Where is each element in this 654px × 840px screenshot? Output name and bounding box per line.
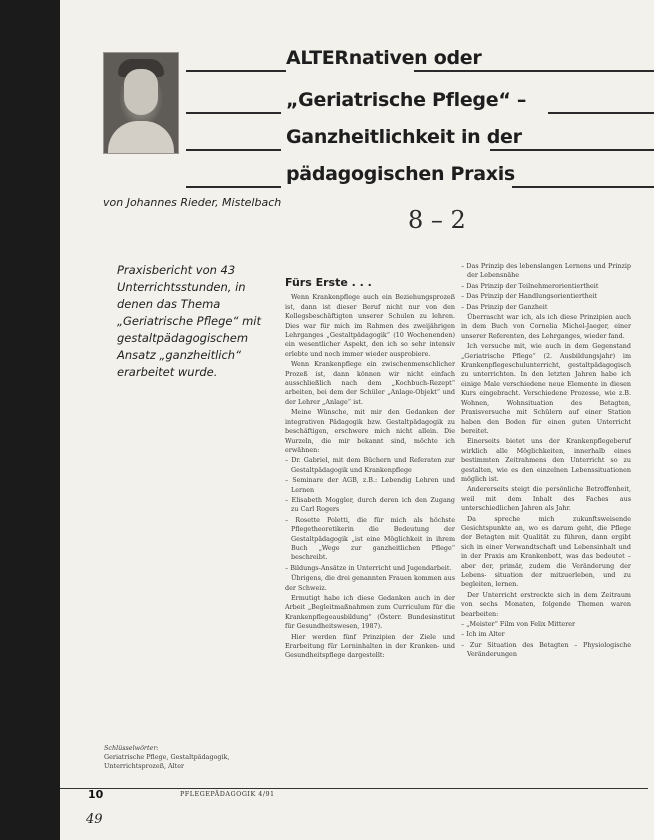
title-rule [512,186,654,188]
paragraph: Einerseits bietet uns der Krankenpflegeberuf wirklich alle Möglichkeiten, innerhalb eines bestimmten Zeitrahmens den Unterricht so zu gestalten, wie es den einzelnen Lebenssituationen möglich ist. [461,437,631,483]
author-photo-shoulders [108,121,174,153]
paragraph: Wenn Krankenpflege ein zwischenmenschlicher Prozeß ist, dann können wir nicht einfach ausschließlich nach dem „Kochbuch-Rezept“ arbeiten, bei dem der Schüler „Anlage-Objekt“ und der Lehrer „Anlage“ ist. [285,360,455,406]
title-rule [186,149,281,151]
list-item: – Seminare der AGB, z.B.: Lebendig Lehren und Lernen [285,476,455,494]
handwritten-page-mark: 49 [86,812,103,827]
paragraph: Ich versuche mit, wie auch in dem Gegenstand „Geriatrische Pflege“ (2. Ausbildungsjahr) im Krankenpflegeschulunterricht, gestaltpädagogisch zu unterrichten. In den letzten Jahren habe ich einige Male verschiedene neue Elemente in diesen Kurs eingebracht. Verschiedene Prozesse, wie z.B. Wohnen, Wohnsituation des Betagten, Praxisversuche mit Schülern auf einer Station haben den Boden für einen guten Unterricht bereitet. [461,342,631,435]
keywords-footnote [104,744,274,772]
title-rule [186,186,281,188]
body-column-1 [285,278,455,662]
list-item: – Das Prinzip der Ganzheit [461,302,548,311]
list-item: – Elisabeth Moggler, durch deren ich den Zugang zu Carl Rogers [285,495,455,514]
paragraph: Überrascht war ich, als ich diese Prinzipien auch in dem Buch von Cornelia Michel-Jaeger, einer unserer Referenten, des Lehrganges, wieder fand. [461,313,631,340]
title-line-3: Ganzheitlichkeit in der [286,126,522,148]
list-item: – Dr. Gabriel, mit dem Büchern und Referaten zur Gestaltpädagogik und Krankenpflege [285,456,455,474]
intro-text: Praxisbericht von 43 Unterrichtsstunden, in denen das Thema „Geriatrische Pflege“ mit gestaltpädagogischem Ansatz „ganzheitlich“ erarbeitet wurde. [117,263,262,379]
column-2-paragraphs [461,262,631,660]
body-column-2 [461,262,631,661]
paragraph: Wenn Krankenpflege auch ein Beziehungsprozeß ist, dann ist dieser Beruf nicht nur von den Kollegsbeschäftigten unserer Schulen zu lehren. Dies war für mich im Rahmen des zweijährigen Lehrganges „Gestaltpädagogik“ (10 Wochenenden) ein wesentlicher Aspekt, den ich so sehr intensiv erlebte und noch immer wieder ausprobiere. [285,293,455,358]
title-rule [186,112,281,114]
list-item: – Das Prinzip des lebenslangen Lernens und Prinzip der Lebensnähe [461,262,631,280]
keywords-text: Geriatrische Pflege, Gestaltpädagogik, Unterrichtsprozeß, Alter [104,753,230,771]
scan-dark-edge [0,0,60,840]
author-photo [103,52,179,154]
list-item: – Rosette Poletti, die für mich als höchste Pflegetheoretikerin die Bedeutung der Gestaltpädagogik „ist eine Möglichkeit in ihrem Buch „Wege zur ganzheitlichen Pflege“ beschreibt. [285,515,455,562]
paragraph: Übrigens, die drei genannten Frauen kommen aus der Schweiz. [285,574,455,592]
list-item: – Zur Situation des Betagten – Physiologische Veränderungen [461,640,631,659]
list-item: – Bildungs-Ansätze in Unterricht und Jugendarbeit. [285,563,452,572]
handwritten-note: 8 – 2 [408,206,466,234]
paragraph: Hier werden fünf Prinzipien der Ziele und Erarbeitung für Lerninhalten in der Kranken- und Gesundheitspflege dargestellt: [285,632,455,660]
list-item: – Das Prinzip der Handlungsorientiertheit [461,292,598,301]
paragraph: Da spreche mich zukunftsweisende Gesichtspunkte an, wo es darum geht, die Pflege der Betagten mit Qualität zu führen, dann ergibt sich in einer Verwandtschaft und Lebensinhalt und in der Praxis am Krankenbett, was das bedeutet – aber der, primär, zudem die Veränderung der Lebens- situation der mitzuerleben, und zu begleiten, lernen. [461,514,631,589]
paragraph: Ermutigt habe ich diese Gedanken auch in der Arbeit „Begleitmaßnahmen zum Curriculum für die Krankenpflegeausbildung“ (Österr. Bundesinstitut für Gesundheitswesen, 1987). [285,594,455,631]
title-rule [414,70,654,72]
footer-rule [60,788,648,789]
list-item: – „Meister“ Film von Felix Mitterer [461,620,576,629]
title-line-1: ALTERnativen oder [286,47,482,69]
title-rule [548,112,654,114]
keywords-title: Schlüsselwörter: [104,744,159,752]
title-rule [490,149,654,151]
section-subheading: Fürs Erste . . . [285,276,372,289]
paragraph: Der Unterricht erstreckte sich in dem Zeitraum von sechs Monaten, folgende Themen waren bearbeiten: [461,590,631,618]
page-number: 10 [88,788,104,801]
title-rule [186,70,286,72]
paragraph: Andererseits steigt die persönliche Betroffenheit, weil mit dem Inhalt des Faches aus unterschiedlichen Jahren als Jahr. [461,485,631,513]
column-1-paragraphs [285,293,455,660]
author-photo-face [124,69,158,115]
list-item: – Ich im Alter [461,630,505,639]
paragraph: Meine Wünsche, mit mir den Gedanken der integrativen Pädagogik bzw. Gestaltpädagogik zu beschäftigen, erschwere mich nicht allein. Die Wurzeln, die mir bekannt sind, möchte ich erwähnen: [285,408,455,454]
title-line-2: „Geriatrische Pflege“ – [286,89,527,111]
journal-name: PFLEGEPÄDAGOGIK 4/91 [180,790,275,798]
title-line-4: pädagogischen Praxis [286,163,515,185]
list-item: – Das Prinzip der Teilnehmerorientiertheit [461,281,599,290]
author-byline: von Johannes Rieder, Mistelbach [103,196,282,209]
